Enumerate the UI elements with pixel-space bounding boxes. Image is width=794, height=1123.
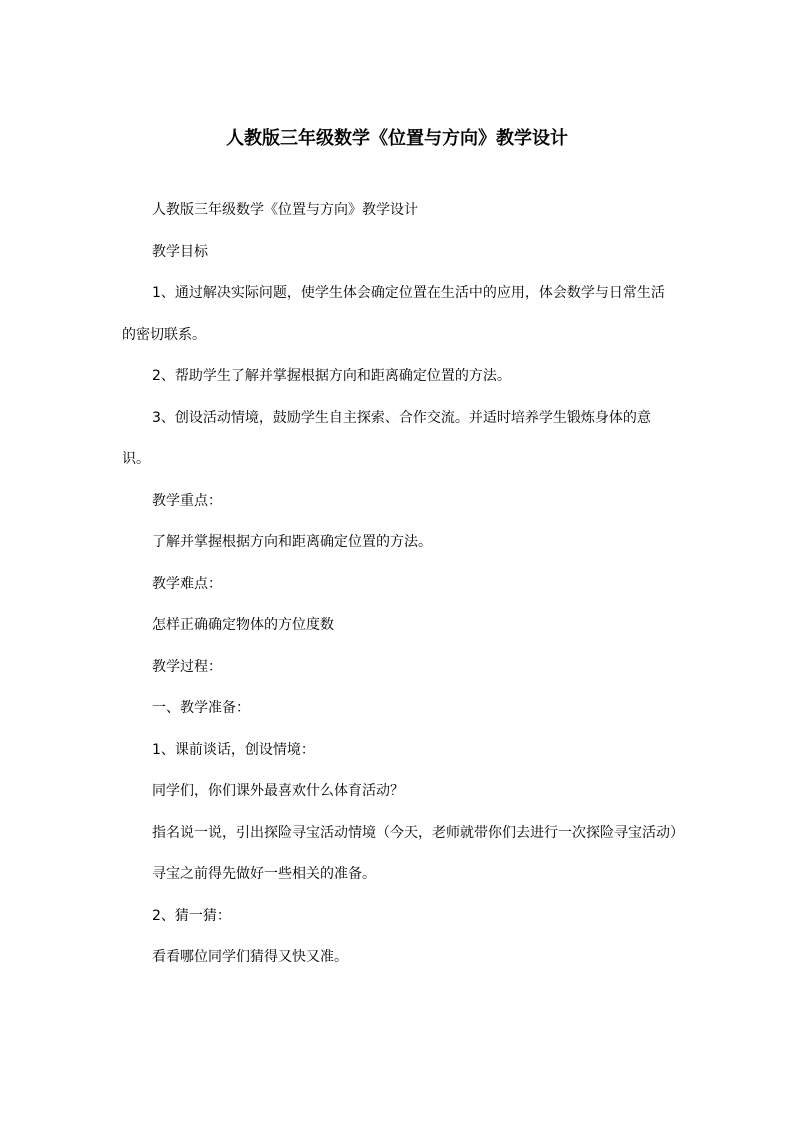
paragraph: 1、通过解决实际问题，使学生体会确定位置在生活中的应用，体会数学与日常生活的密切联系。 [122, 285, 665, 343]
paragraph: 教学重点： [152, 492, 222, 509]
paragraph: 一、教学准备： [152, 700, 250, 716]
paragraph: 教学目标 [152, 243, 208, 260]
paragraph: 同学们，你们课外最喜欢什么体育活动？ [152, 783, 404, 799]
paragraph: 人教版三年级数学《位置与方向》教学设计 [152, 202, 418, 218]
document-body [122, 190, 684, 979]
paragraph: 怎样正确确定物体的方位度数 [152, 617, 334, 633]
paragraph: 2、帮助学生了解并掌握根据方向和距离确定位置的方法。 [152, 368, 511, 384]
paragraph: 寻宝之前得先做好一些相关的准备。 [152, 866, 376, 882]
paragraph: 1、课前谈话，创设情境： [152, 741, 315, 758]
paragraph: 教学过程： [152, 658, 222, 675]
paragraph: 3、创设活动情境，鼓励学生自主探索、合作交流。并适时培养学生锻炼身体的意识。 [122, 409, 651, 467]
paragraph: 看看哪位同学们猜得又快又准。 [152, 949, 348, 965]
document-title: 人教版三年级数学《位置与方向》教学设计 [226, 128, 568, 149]
paragraph: 教学难点： [152, 575, 222, 592]
paragraph: 2、猜一猜： [152, 907, 231, 924]
paragraph: 了解并掌握根据方向和距离确定位置的方法。 [152, 534, 432, 550]
paragraph: 指名说一说，引出探险寻宝活动情境（今天，老师就带你们去进行一次探险寻宝活动） [152, 824, 684, 841]
